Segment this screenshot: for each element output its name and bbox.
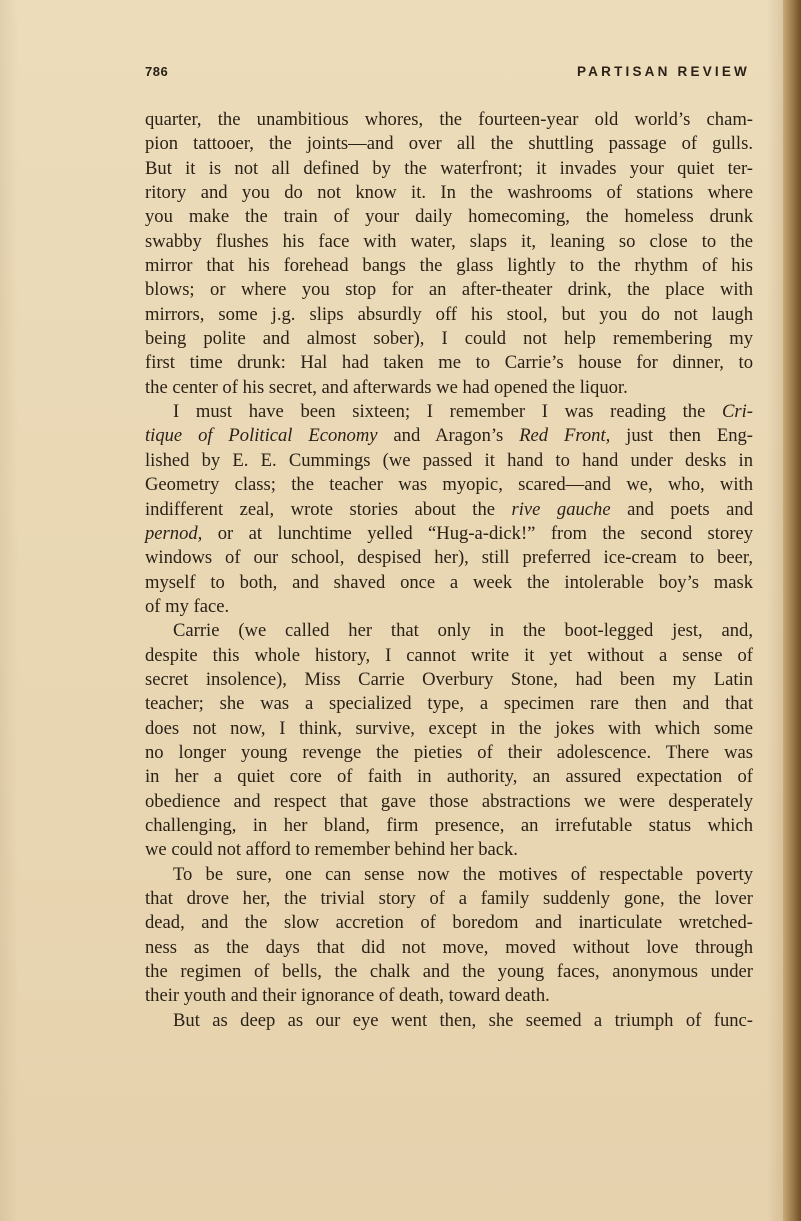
text-line: [145, 887, 753, 911]
text-segment: no longer young revenge the pieties of their adolescence. There was: [145, 741, 753, 763]
text-segment: Carrie (we called her that only in the boot-legged jest, and,: [173, 620, 753, 642]
text-line: [145, 278, 753, 302]
text-segment: But it is not all defined by the waterfront; it invades your quiet ter-: [145, 157, 753, 179]
text-line: [145, 1009, 753, 1033]
text-line: [145, 911, 753, 935]
text-line: [145, 473, 753, 497]
text-line: [145, 790, 753, 814]
text-line: [145, 595, 753, 619]
text-line: [145, 546, 753, 570]
text-segment: or at lunchtime yelled “Hug-a-dick!” from the second storey: [202, 522, 753, 544]
text-line: [145, 424, 753, 448]
text-segment: in her a quiet core of faith in authority, an assured expectation of: [145, 766, 753, 788]
text-line: [145, 327, 753, 351]
italic-text: pernod,: [145, 522, 203, 544]
italic-text: Cri-: [722, 401, 753, 423]
text-line: [145, 936, 753, 960]
text-segment: indifferent zeal, wrote stories about the: [145, 498, 512, 520]
text-line: [145, 108, 753, 132]
text-segment: windows of our school, despised her), still preferred ice-cream to beer,: [145, 547, 753, 569]
text-line: [145, 376, 753, 400]
text-line: [145, 668, 753, 692]
text-segment: you make the train of your daily homecoming, the homeless drunk: [145, 206, 753, 228]
text-segment: of my face.: [145, 595, 230, 617]
text-segment: teacher; she was a specialized type, a specimen rare then and that: [145, 693, 753, 715]
text-segment: To be sure, one can sense now the motives of respectable poverty: [173, 863, 753, 885]
text-segment: ness as the days that did not move, moved without love through: [145, 936, 753, 958]
text-line: [145, 181, 753, 205]
text-segment: and poets and: [610, 498, 753, 520]
text-segment: despite this whole history, I cannot write it yet without a sense of: [145, 644, 753, 666]
text-segment: being polite and almost sober), I could not help remembering my: [145, 328, 753, 350]
text-line: [145, 449, 753, 473]
text-segment: blows; or where you stop for an after-theater drink, the place with: [145, 279, 753, 301]
text-line: [145, 838, 753, 862]
text-line: [145, 814, 753, 838]
text-segment: that drove her, the trivial story of a family suddenly gone, the lover: [145, 888, 753, 909]
text-line: [145, 984, 753, 1008]
text-line: [145, 692, 753, 716]
text-segment: their youth and their ignorance of death, toward death.: [145, 985, 550, 1007]
text-line: [145, 205, 753, 229]
text-line: [145, 863, 753, 887]
text-segment: and Aragon’s: [377, 425, 520, 447]
text-line: [145, 157, 753, 181]
text-line: [145, 717, 753, 741]
text-line: [145, 132, 753, 156]
text-line: [145, 619, 753, 643]
text-line: [145, 960, 753, 984]
text-segment: pion tattooer, the joints—and over all the shuttling passage of gulls.: [145, 133, 753, 155]
text-line: [145, 230, 753, 254]
text-segment: the center of his secret, and afterwards we had opened the liquor.: [145, 376, 628, 398]
text-segment: just then Eng-: [610, 425, 753, 447]
text-line: [145, 571, 753, 595]
text-segment: challenging, in her bland, firm presence, an irrefutable status which: [145, 814, 753, 836]
italic-text: rive gauche: [511, 498, 611, 520]
text-segment: quarter, the unambitious whores, the fourteen-year old world’s cham-: [145, 109, 753, 130]
text-line: [145, 522, 753, 546]
text-line: [145, 254, 753, 278]
text-line: [145, 644, 753, 668]
text-segment: obedience and respect that gave those abstractions we were desperately: [145, 790, 753, 812]
text-line: [145, 400, 753, 424]
text-segment: swabby flushes his face with water, slaps it, leaning so close to the: [145, 230, 753, 252]
page-number: 786: [145, 64, 169, 79]
text-segment: lished by E. E. Cummings (we passed it hand to hand under desks in: [145, 449, 753, 471]
text-segment: But as deep as our eye went then, she seemed a triumph of func-: [173, 1009, 753, 1031]
text-segment: secret insolence), Miss Carrie Overbury Stone, had been my Latin: [145, 668, 753, 690]
text-segment: ritory and you do not know it. In the washrooms of stations where: [145, 182, 753, 204]
text-segment: myself to both, and shaved once a week the intolerable boy’s mask: [145, 571, 753, 593]
text-line: [145, 741, 753, 765]
italic-text: tique of Political Economy: [145, 425, 378, 447]
running-head: PARTISAN REVIEW: [576, 64, 750, 79]
text-segment: mirrors, some j.g. slips absurdly off his stool, but you do not laugh: [145, 303, 753, 325]
text-segment: first time drunk: Hal had taken me to Carrie’s house for dinner, to: [145, 352, 753, 374]
text-segment: mirror that his forehead bangs the glass lightly to the rhythm of his: [145, 255, 753, 277]
text-line: [145, 498, 753, 522]
text-segment: Geometry class; the teacher was myopic, scared—and we, who, with: [145, 474, 753, 496]
text-line: [145, 351, 753, 375]
text-segment: we could not afford to remember behind her back.: [145, 839, 518, 861]
body-text: [145, 108, 753, 1033]
text-segment: dead, and the slow accretion of boredom and inarticulate wretched-: [145, 912, 753, 934]
page-spine-edge: [783, 0, 801, 1221]
text-segment: does not now, I think, survive, except in the jokes with which some: [145, 717, 753, 739]
text-segment: I must have been sixteen; I remember I was reading the: [173, 401, 722, 423]
text-segment: the regimen of bells, the chalk and the young faces, anonymous under: [145, 961, 753, 983]
text-line: [145, 303, 753, 327]
italic-text: Red Front,: [519, 425, 611, 447]
page-header: [145, 64, 750, 86]
text-line: [145, 765, 753, 789]
